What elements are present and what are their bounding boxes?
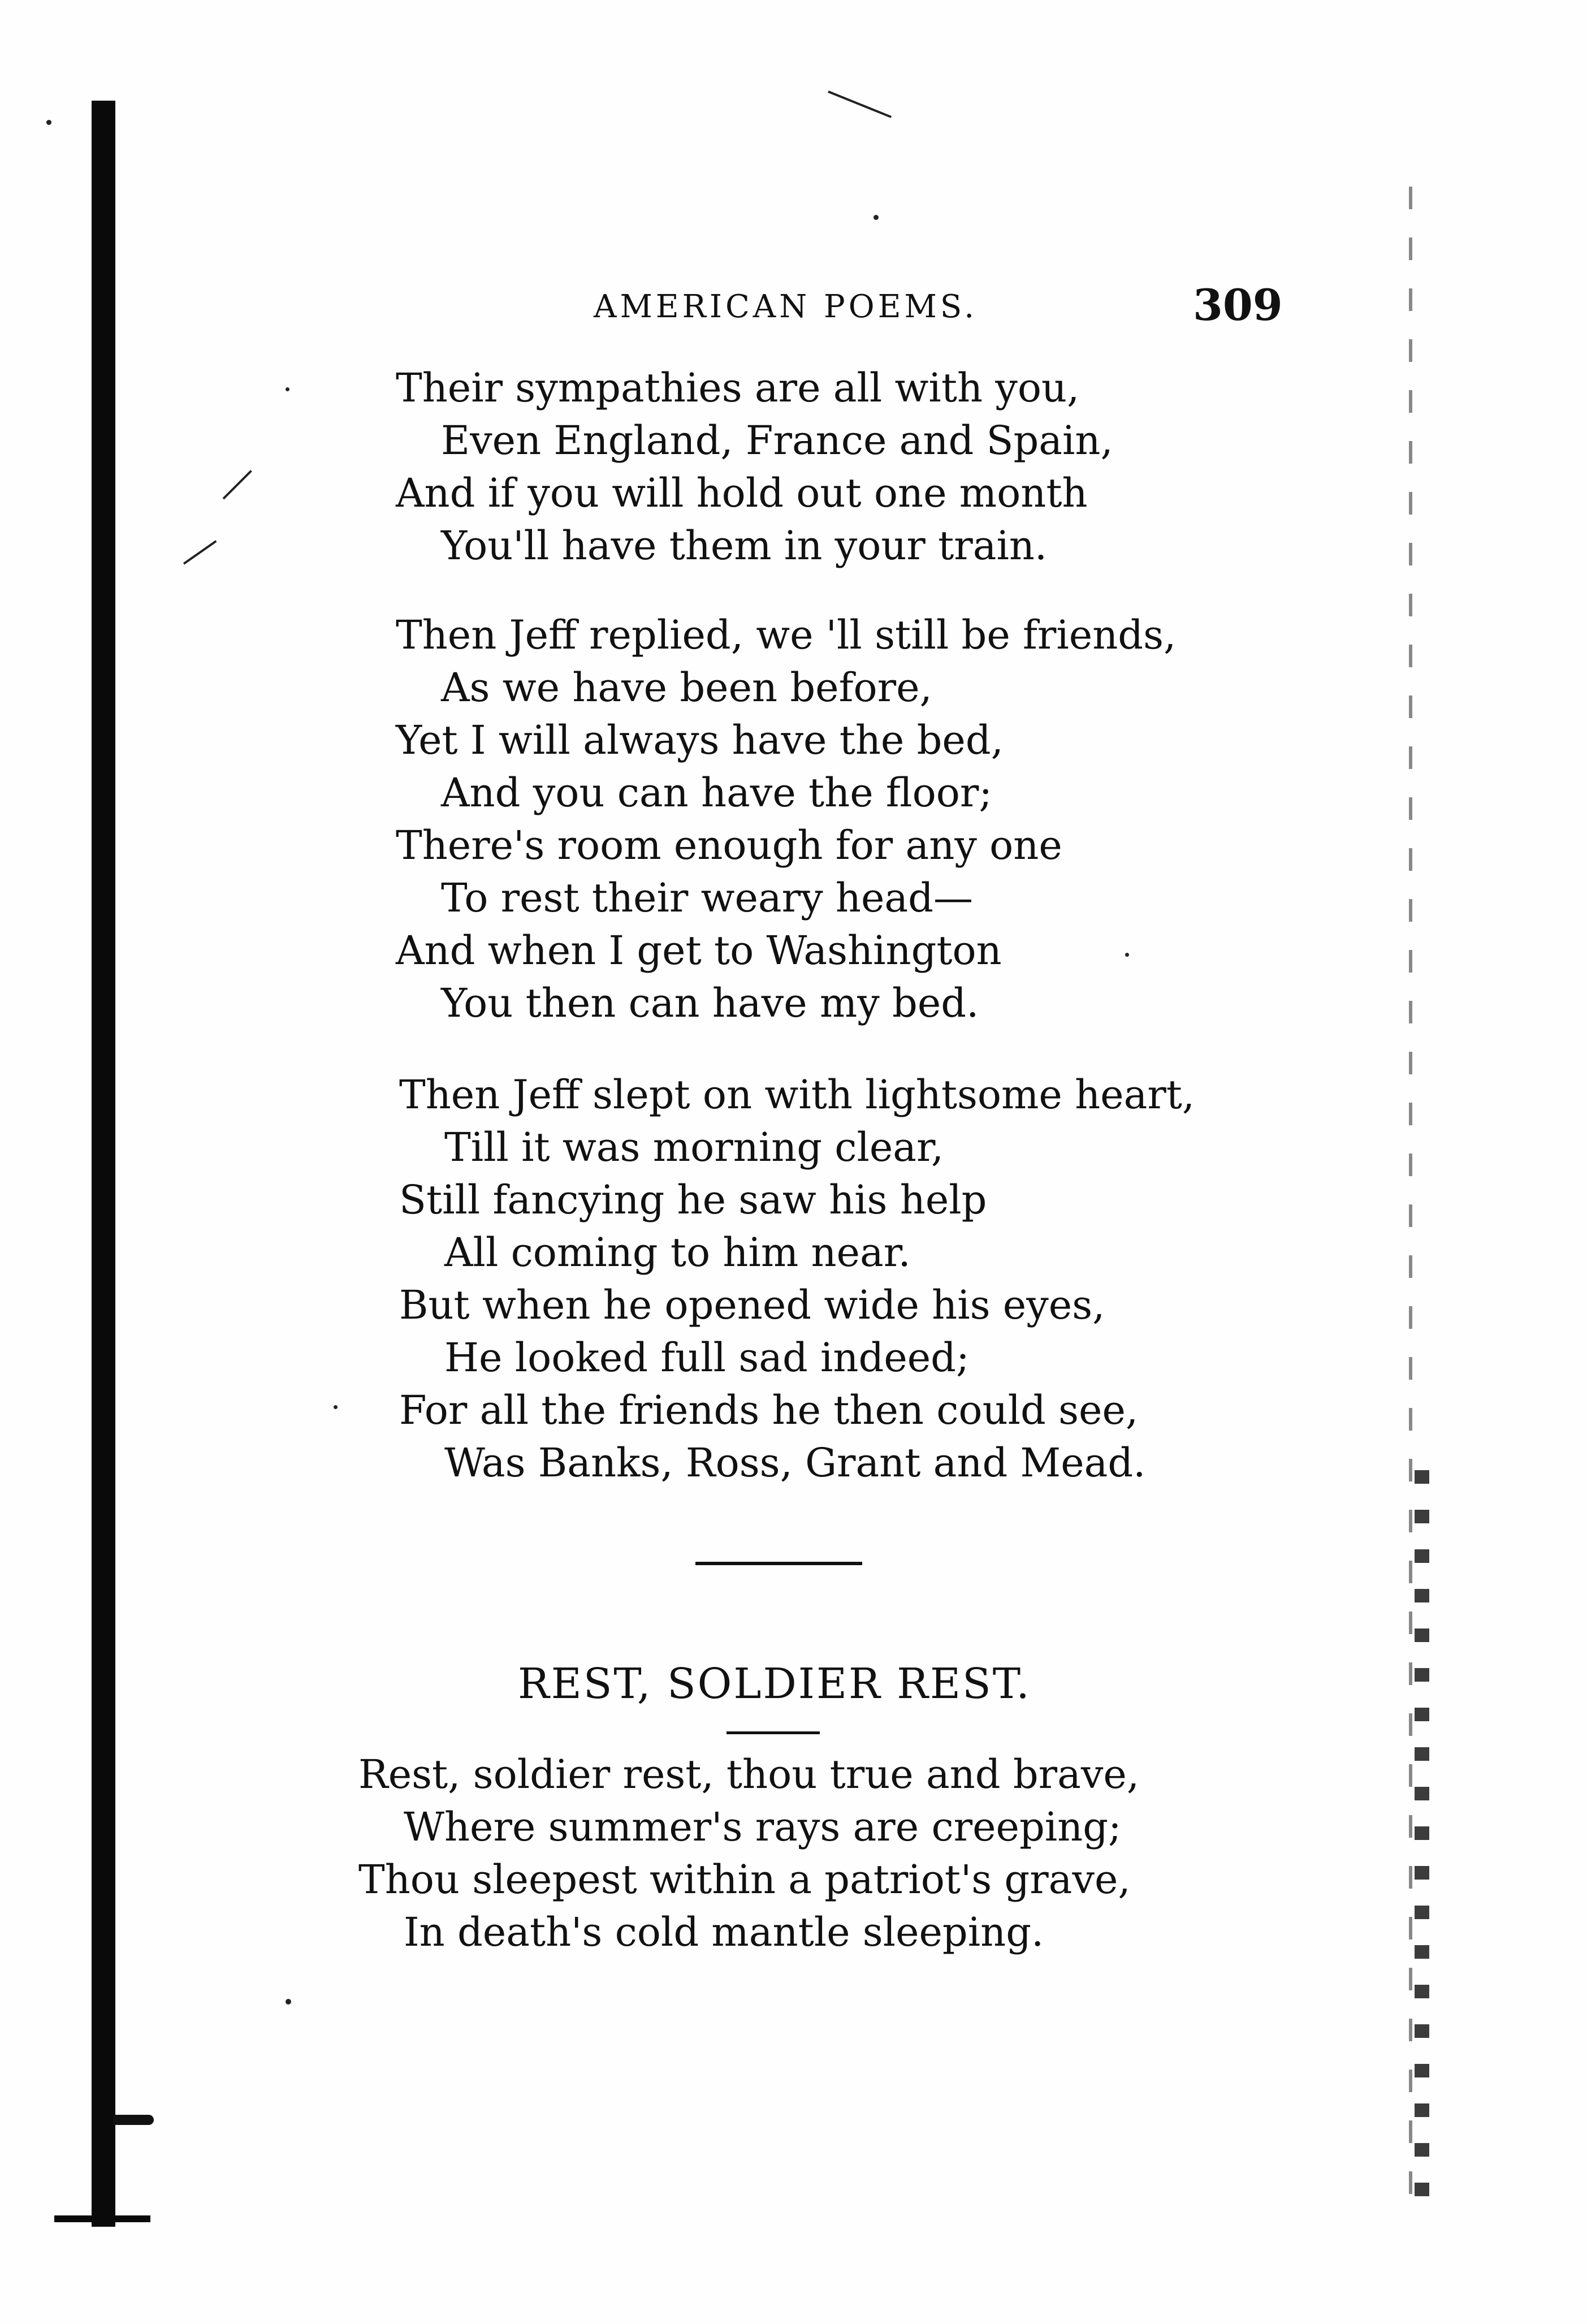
verse-line: And if you will hold out one month: [396, 470, 1088, 516]
verse-line: You then can have my bed.: [441, 980, 979, 1026]
verse-line: Then Jeff slept on with lightsome heart,: [399, 1072, 1195, 1118]
verse-line: To rest their weary head—: [441, 875, 973, 921]
verse-line: Their sympathies are all with you,: [396, 365, 1080, 411]
verse-line: Where summer's rays are creeping;: [404, 1804, 1122, 1850]
scan-speck: [874, 215, 879, 220]
verse-line: There's room enough for any one: [396, 822, 1062, 869]
verse-line: And when I get to Washington: [396, 927, 1002, 974]
right-page-edge: [1409, 187, 1412, 2211]
poem-title: REST, SOLDIER REST.: [518, 1660, 1031, 1708]
right-page-edge-dark: [1415, 1470, 1429, 2205]
scan-speck: [286, 1999, 291, 2005]
scan-speck: [334, 1405, 338, 1409]
verse-line: And you can have the floor;: [441, 770, 992, 816]
stanza-2: [396, 609, 1176, 1030]
scan-stroke: [183, 540, 217, 564]
verse-line: In death's cold mantle sleeping.: [404, 1909, 1044, 1955]
verse-line: Then Jeff replied, we 'll still be friends,: [396, 612, 1177, 658]
verse-line: But when he opened wide his eyes,: [399, 1282, 1105, 1328]
stanza-1: [396, 362, 1113, 572]
binding-edge: [92, 101, 115, 2227]
verse-line: All coming to him near.: [444, 1229, 911, 1276]
binding-mark: [113, 2115, 154, 2125]
scan-stroke: [223, 470, 252, 499]
verse-line: Rest, soldier rest, thou true and brave,: [358, 1751, 1140, 1798]
verse-line: He looked full sad indeed;: [444, 1334, 970, 1381]
stanza-3: [399, 1069, 1195, 1489]
verse-line: Even England, France and Spain,: [441, 417, 1113, 464]
verse-line: Was Banks, Ross, Grant and Mead.: [444, 1440, 1146, 1486]
verse-line: As we have been before,: [441, 664, 932, 711]
binding-foot: [54, 2215, 150, 2222]
title-underline: [727, 1731, 820, 1734]
verse-line: Yet I will always have the bed,: [396, 717, 1004, 763]
poem-stanza: [358, 1748, 1139, 1959]
running-head: AMERICAN POEMS.: [594, 288, 978, 325]
verse-line: Thou sleepest within a patriot's grave,: [358, 1856, 1131, 1903]
section-divider: [695, 1562, 862, 1565]
scan-speck: [286, 387, 289, 391]
verse-line: For all the friends he then could see,: [399, 1387, 1139, 1433]
verse-line: You'll have them in your train.: [441, 522, 1048, 569]
verse-line: Still fancying he saw his help: [399, 1177, 987, 1223]
verse-line: Till it was morning clear,: [444, 1124, 944, 1170]
page-number: 309: [1193, 280, 1283, 330]
scan-speck: [46, 120, 51, 125]
scan-stroke: [828, 90, 892, 118]
